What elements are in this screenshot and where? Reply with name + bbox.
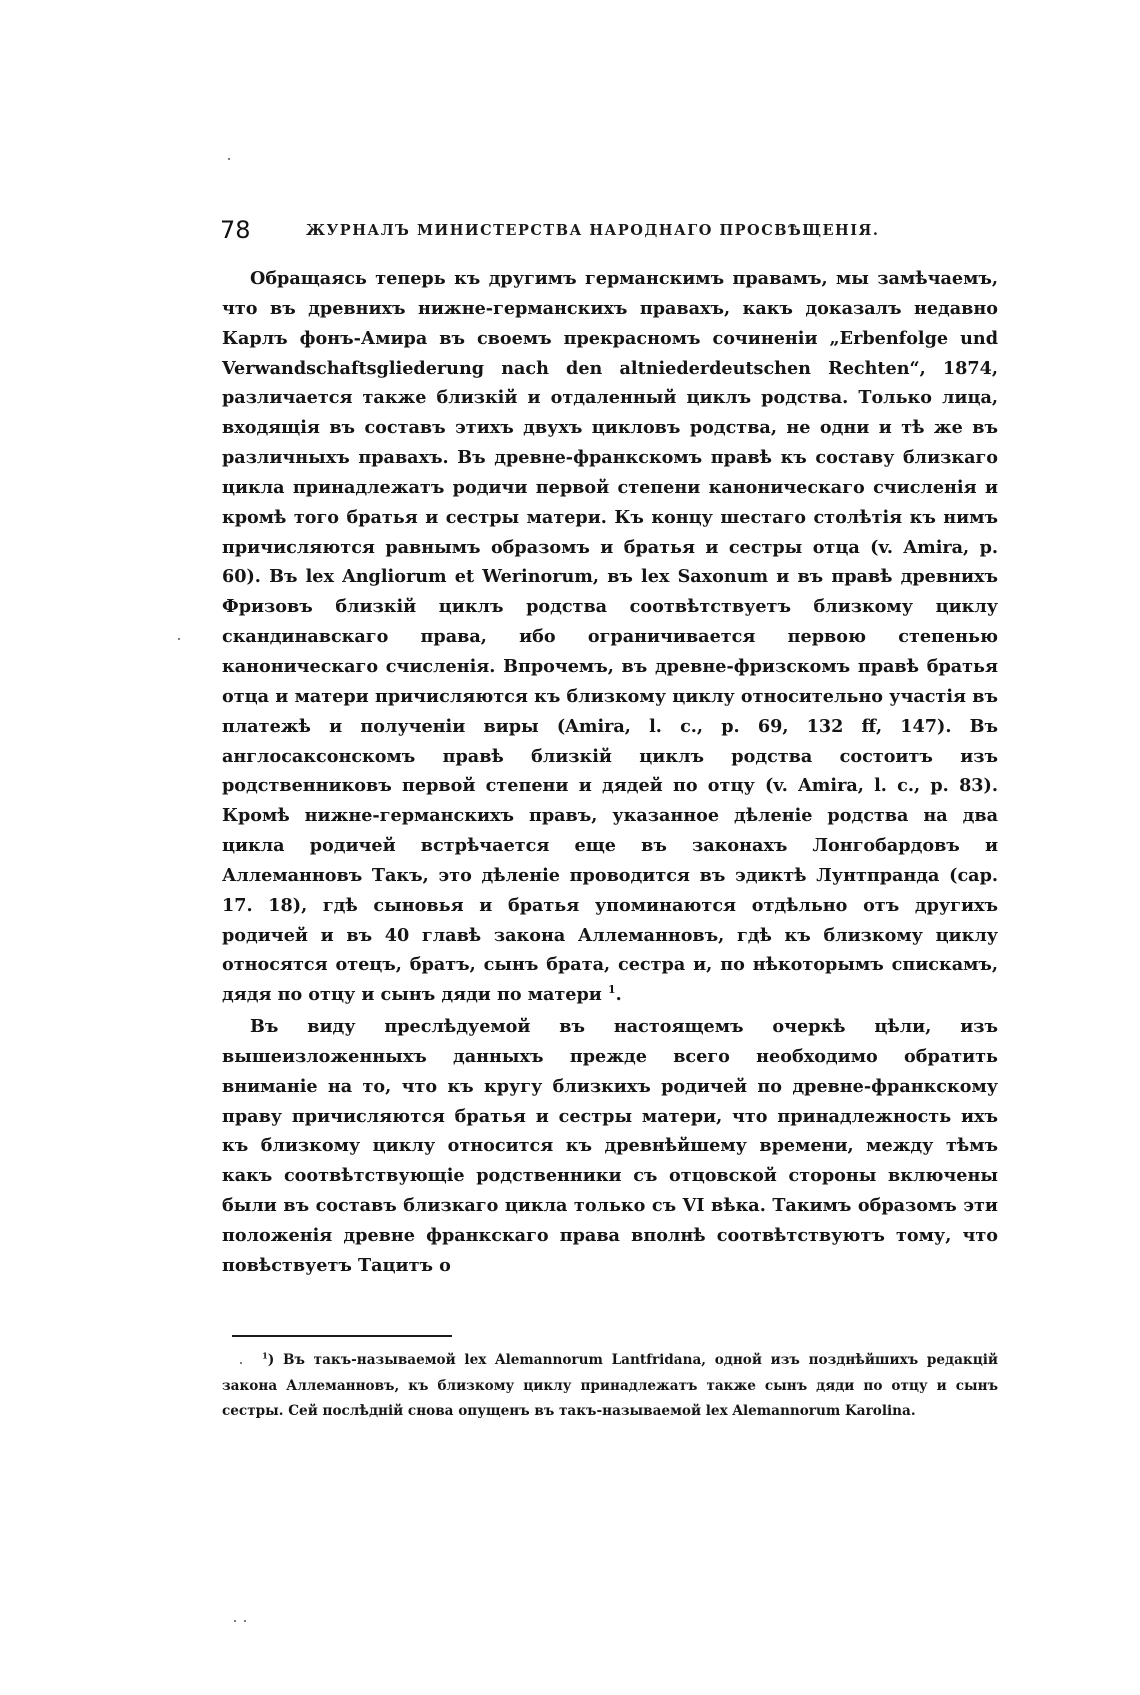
- page-number: 78: [220, 216, 251, 244]
- footnote-reference: 1: [608, 983, 616, 997]
- paragraph-1-text: Обращаясь теперь къ другимъ германскимъ правамъ, мы замѣчаемъ, что въ древнихъ нижне-германскихъ правахъ, какъ доказалъ недавно Карлъ фонъ-Амира въ своемъ прекрасномъ сочиненіи „Erbenfolge und Verwandschaftsgliederung nach den altniederdeutschen Rechten“, 1874, различается также близкій и отдаленный циклъ родства. Только лица, входящія въ составъ этихъ двухъ цикловъ родства, не одни и тѣ же въ различныхъ правахъ. Въ древне-франкскомъ правѣ къ составу близкаго цикла принадлежатъ родичи первой степени каноническаго счисленія и кромѣ того братья и сестры матери. Къ концу шестаго столѣтія къ нимъ причисляются равнымъ образомъ и братья и сестры отца (v. Amira, p. 60). Въ lex Angliorum et Werinorum, въ lex Saxonum и въ правѣ древнихъ Фризовъ близкій циклъ родства соотвѣтствуетъ близкому циклу скандинавскаго права, ибо ограничивается первою степенью каноническаго счисленія. Впрочемъ, въ древне-фризскомъ правѣ братья отца и матери причисляются къ близкому циклу относительно участія въ платежѣ и полученіи виры (Amira, l. c., p. 69, 132 ff, 147). Въ англосаксонскомъ правѣ близкій циклъ родства состоитъ изъ родственниковъ первой степени и дядей по отцу (v. Amira, l. c., p. 83). Кромѣ нижне-германскихъ правъ, указанное дѣленіе родства на два цикла родичей встрѣчается еще въ законахъ Лонгобардовъ и Аллеманновъ Такъ, это дѣленіе проводится въ эдиктѣ Лунтпранда (cap. 17. 18), гдѣ сыновья и братья упоминаются отдѣльно отъ другихъ родичей и въ 40 главѣ закона Аллеманновъ, гдѣ къ близкому циклу относятся отецъ, братъ, сынъ брата, сестра и, по нѣкоторымъ спискамъ, дядя по отцу и сынъ дяди по матери: [222, 268, 998, 1006]
- journal-title: ЖУРНАЛЪ МИНИСТЕРСТВА НАРОДНАГО ПРОСВѢЩЕНІЯ.: [306, 222, 880, 239]
- print-speck: [178, 638, 180, 640]
- print-speck: [244, 1620, 246, 1622]
- paragraph-1: [222, 264, 998, 1010]
- print-speck: [228, 158, 230, 160]
- footnote-text: ) Въ такъ-называемой lex Alemannorum Lantfridana, одной изъ позднѣйшихъ редакцій закона Аллеманновъ, къ близкому циклу принадлежатъ также сынъ дяди по отцу и сынъ сестры. Сей послѣдній снова опущенъ въ такъ-называемой lex Alemannorum Karolina.: [222, 1352, 998, 1419]
- running-head: [220, 216, 1000, 250]
- paragraph-2: Въ виду преслѣдуемой въ настоящемъ очеркѣ цѣли, изъ вышеизложенныхъ данныхъ прежде всего необходимо обратить вниманіе на то, что къ кругу близкихъ родичей по древне-франкскому праву причисляются братья и сестры матери, что принадлежность ихъ къ близкому циклу относится къ древнѣйшему времени, между тѣмъ какъ соотвѣтствующіе родственники съ отцовской стороны включены были въ составъ близкаго цикла только съ VI вѣка. Такимъ образомъ эти положенія древне франкскаго права вполнѣ соотвѣтствуютъ тому, что повѣствуетъ Тацитъ о: [222, 1016, 998, 1276]
- footnote-divider: [232, 1335, 452, 1337]
- main-text: [222, 264, 998, 1281]
- footnote: [222, 1348, 998, 1425]
- print-speck: [234, 1620, 236, 1622]
- paragraph-1-tail: .: [615, 984, 622, 1006]
- footnote-marker: 1: [262, 1350, 268, 1361]
